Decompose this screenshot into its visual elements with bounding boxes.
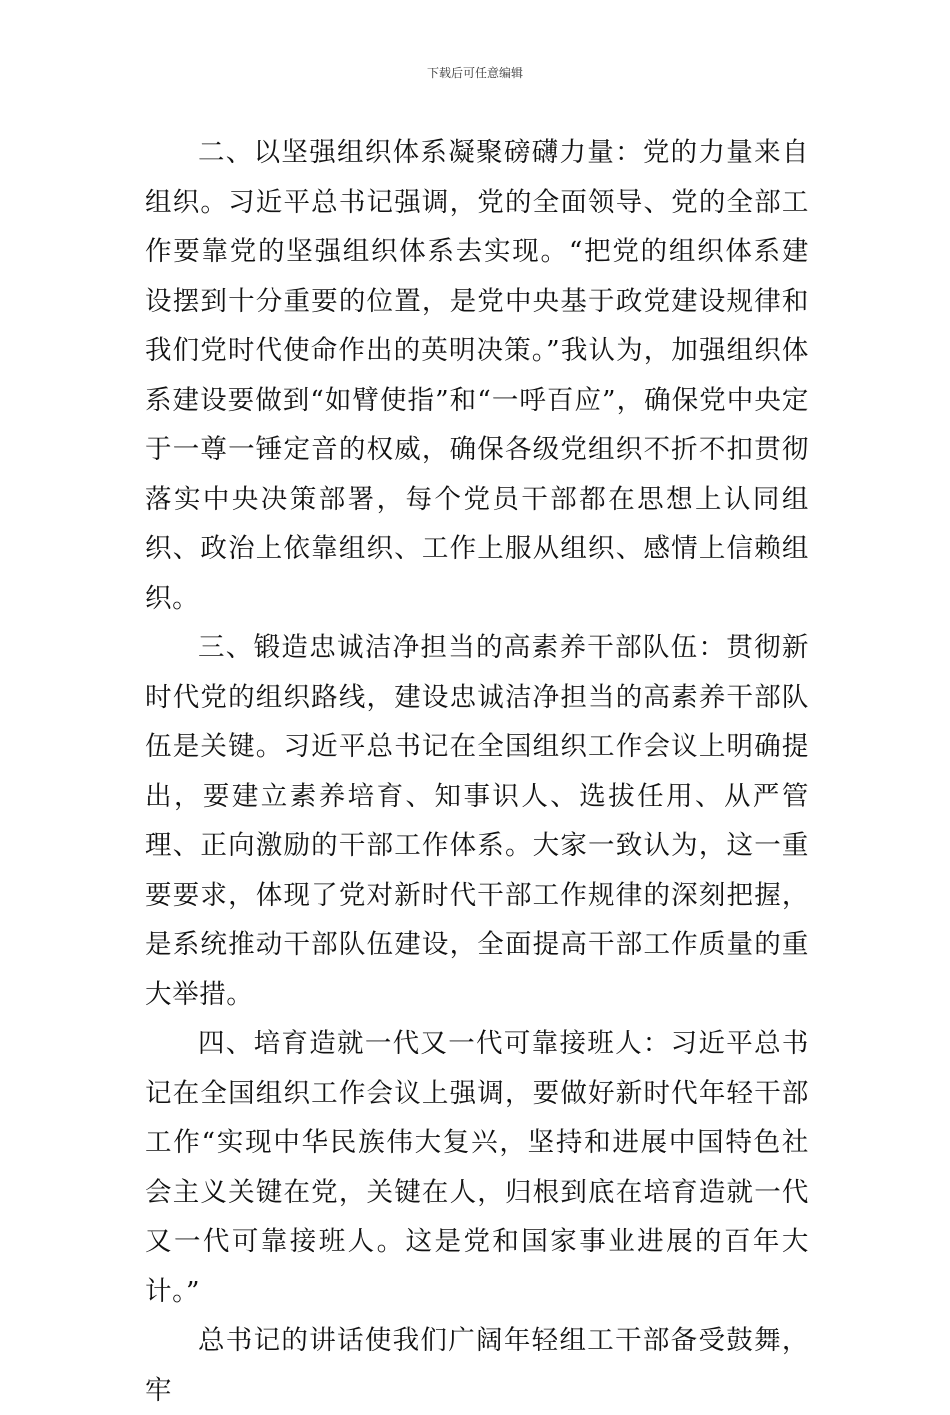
paragraph-cadre-team: 三、锻造忠诚洁净担当的高素养干部队伍：贯彻新时代党的组织路线，建设忠诚洁净担当的高素养干部队伍是关键。习近平总书记在全国组织工作会议上明确提出，要建立素养培育、知事识人、选拔任用、从严管理、正向激励的干部工作体系。大家一致认为，这一重要要求，体现了党对新时代干部工作规律的深刻把握，是系统推动干部队伍建设，全面提高干部工作质量的重大举措。	[145, 632, 809, 1010]
document-body	[145, 128, 809, 1415]
paragraph-successors: 四、培育造就一代又一代可靠接班人：习近平总书记在全国组织工作会议上强调，要做好新时代年轻干部工作“实现中华民族伟大复兴，坚持和进展中国特色社会主义关键在党，关键在人，归根到底在培育造就一代又一代可靠接班人。这是党和国家事业进展的百年大计。”	[145, 1028, 809, 1307]
paragraph-closing: 总书记的讲话使我们广阔年轻组工干部备受鼓舞，牢	[145, 1325, 809, 1406]
page-header: 下载后可任意编辑	[426, 66, 523, 80]
paragraph-organization-system: 二、以坚强组织体系凝聚磅礴力量：党的力量来自组织。习近平总书记强调，党的全面领导、党的全部工作要靠党的坚强组织体系去实现。“把党的组织体系建设摆到十分重要的位置，是党中央基于政党建设规律和我们党时代使命作出的英明决策。”我认为，加强组织体系建设要做到“如臂使指”和“一呼百应”，确保党中央定于一尊一锤定音的权威，确保各级党组织不折不扣贯彻落实中央决策部署，每个党员干部都在思想上认同组织、政治上依靠组织、工作上服从组织、感情上信赖组织。	[145, 137, 809, 614]
